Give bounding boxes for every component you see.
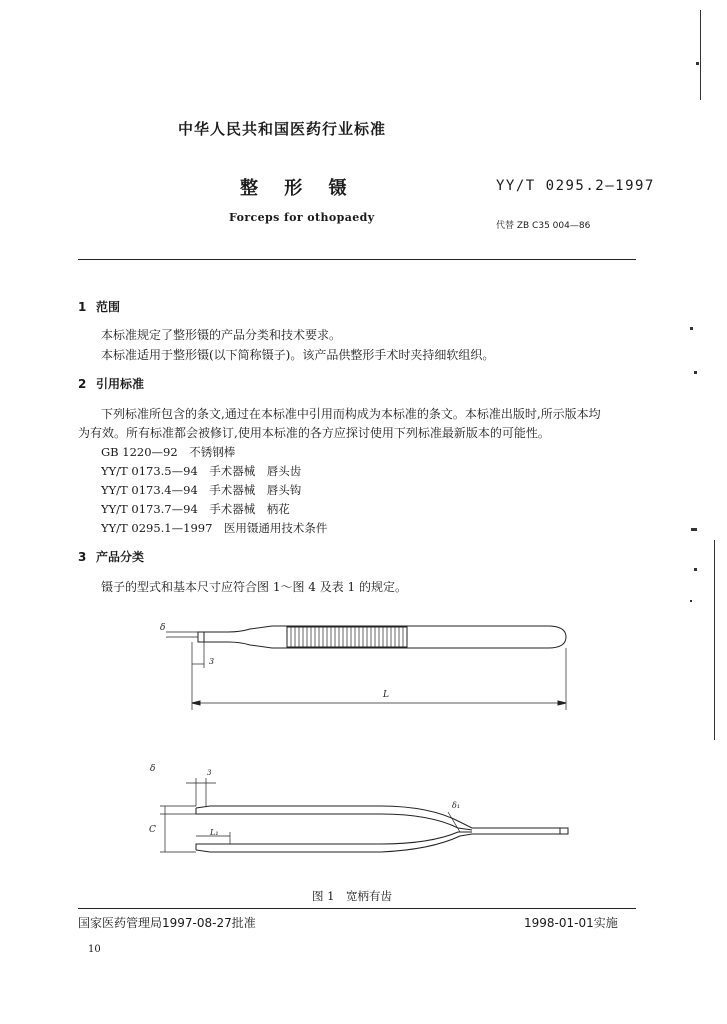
scan-artifact	[691, 528, 697, 531]
section-title: 范围	[96, 300, 121, 314]
paragraph: 本标准适用于整形镊(以下简称镊子)。该产品供整形手术时夹持细软组织。	[101, 348, 495, 362]
scan-artifact	[700, 10, 701, 100]
reference-item: YY/T 0173.5—94 手术器械 唇头齿	[101, 464, 302, 478]
scan-artifact	[694, 568, 697, 571]
dim-label-length: L	[383, 690, 389, 700]
section-title: 引用标准	[96, 377, 145, 391]
paragraph: 下列标准所包含的条文,通过在本标准中引用而构成为本标准的条文。本标准出版时,所示版本均	[101, 407, 601, 421]
approval-line: 国家医药管理局1997-08-27批准	[78, 916, 256, 930]
forceps-side-view	[160, 778, 568, 852]
standard-organization: 中华人民共和国医药行业标准	[178, 120, 387, 138]
dim-label-thickness-side: δ	[150, 764, 156, 774]
dim-label-tip: 3	[209, 657, 215, 666]
scan-artifact	[696, 62, 699, 65]
reference-item: YY/T 0173.7—94 手术器械 柄花	[101, 502, 290, 516]
scan-artifact	[690, 327, 693, 330]
paragraph: 本标准规定了整形镊的产品分类和技术要求。	[101, 328, 342, 342]
forceps-top-view	[166, 626, 566, 710]
section-title: 产品分类	[96, 550, 145, 564]
reference-item: YY/T 0295.1—1997 医用镊通用技术条件	[101, 521, 328, 535]
dim-label-c: C	[149, 825, 156, 835]
section-number: 3	[78, 550, 87, 564]
standard-code: YY/T 0295.2—1997	[496, 178, 655, 194]
dim-label-tip-side: 3	[207, 769, 212, 777]
replaces-note: 代替 ZB C35 004—86	[496, 221, 591, 231]
reference-item: GB 1220—92 不锈钢棒	[101, 445, 236, 459]
scan-artifact	[690, 600, 692, 602]
document-title: 整 形 镊	[240, 178, 357, 199]
page-number: 10	[88, 944, 101, 955]
footer-divider	[78, 908, 636, 909]
dim-label-l1: L₁	[210, 828, 219, 837]
reference-item: YY/T 0173.4—94 手术器械 唇头钩	[101, 483, 302, 497]
dim-label-thickness: δ	[160, 623, 166, 633]
figure-caption: 图 1 宽柄有齿	[312, 889, 392, 903]
paragraph: 镊子的型式和基本尺寸应符合图 1～图 4 及表 1 的规定。	[101, 580, 407, 594]
english-title: Forceps for othopaedy	[229, 211, 375, 224]
paragraph: 为有效。所有标准都会被修订,使用本标准的各方应探讨使用下列标准最新版本的可能性。	[78, 426, 550, 440]
section-number: 2	[78, 377, 87, 391]
section-number: 1	[78, 300, 87, 314]
dim-label-delta1: δ₁	[452, 801, 461, 810]
scan-artifact	[714, 540, 715, 740]
effective-date: 1998-01-01实施	[524, 916, 618, 930]
scan-artifact	[694, 371, 697, 374]
